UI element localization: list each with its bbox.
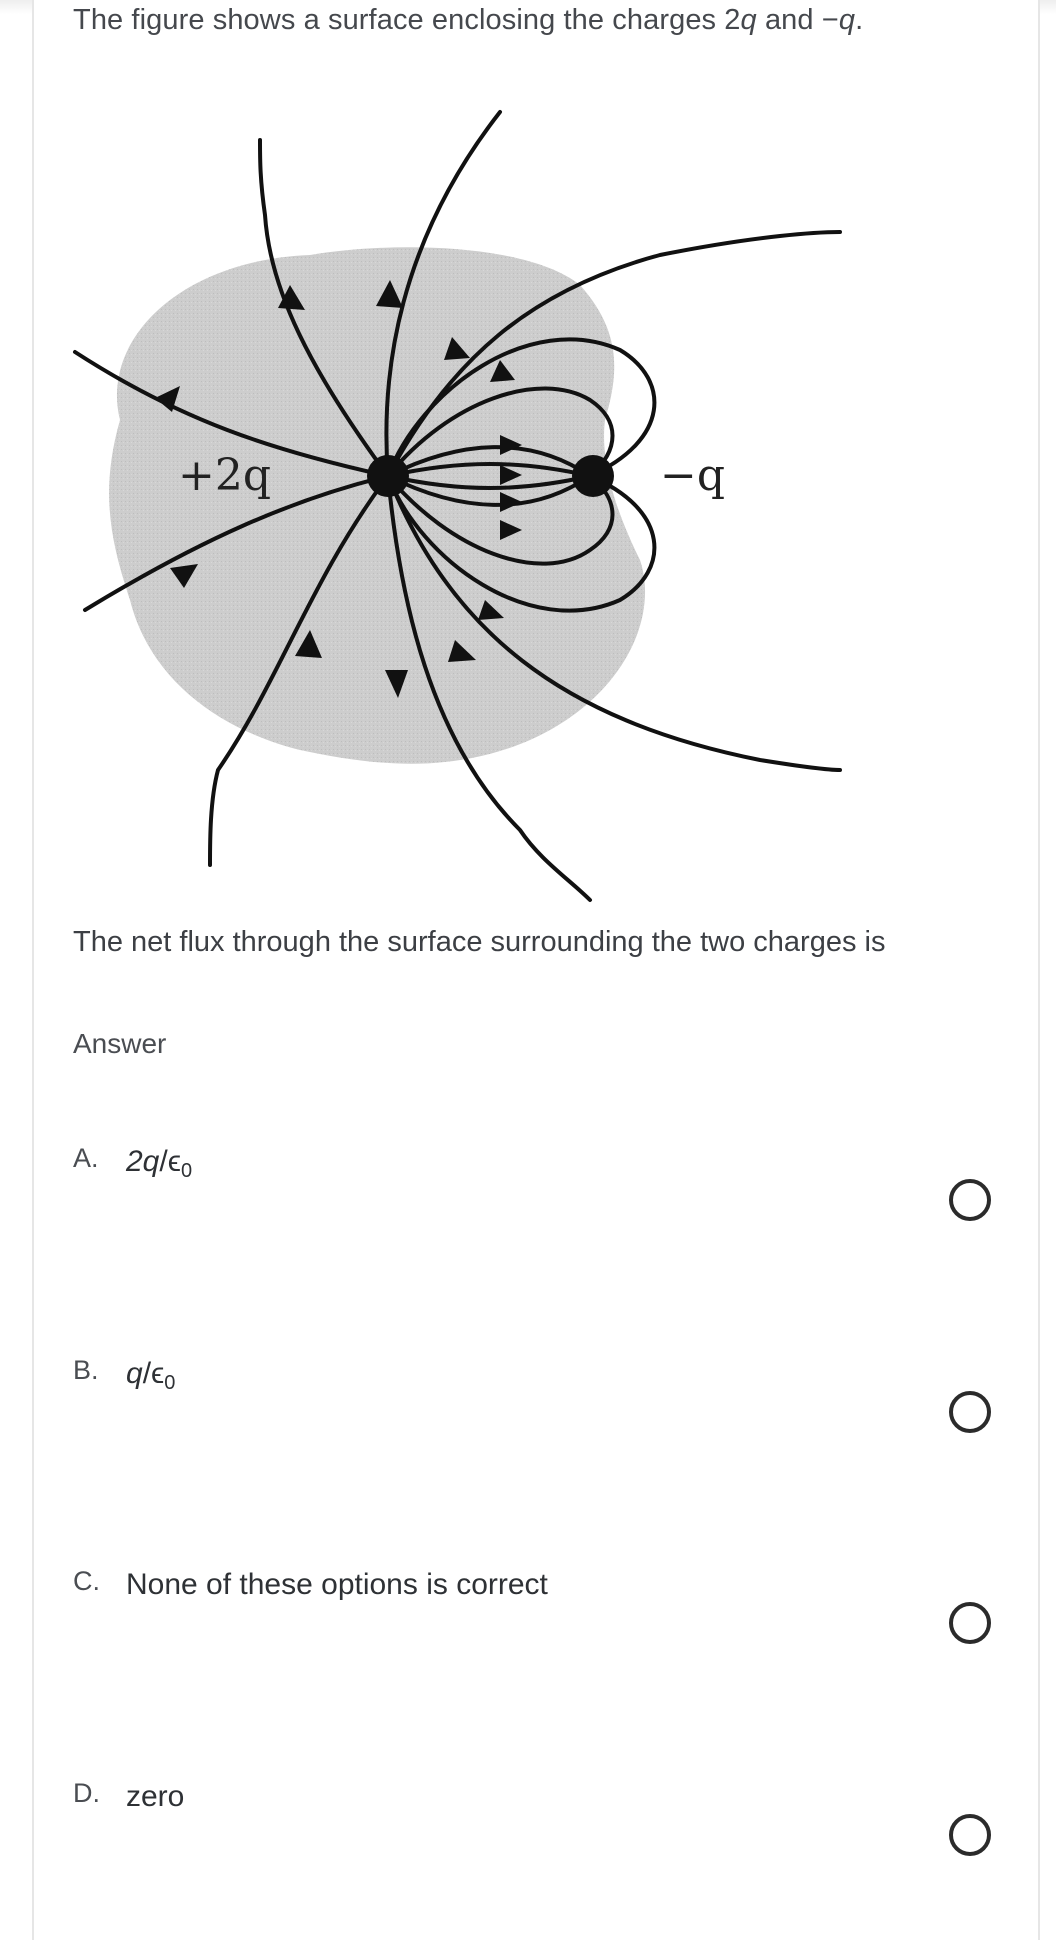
answer-label: Answer bbox=[73, 1028, 167, 1059]
gaussian-surface bbox=[109, 247, 645, 764]
option-a[interactable] bbox=[73, 1143, 1013, 1263]
positive-charge bbox=[367, 455, 409, 497]
option-b-letter: B. bbox=[73, 1355, 99, 1385]
option-d-radio[interactable] bbox=[949, 1814, 991, 1856]
option-a-letter: A. bbox=[73, 1143, 99, 1173]
negative-charge-label: −q bbox=[660, 450, 726, 501]
option-d-text: zero bbox=[126, 1780, 185, 1813]
negative-charge bbox=[572, 455, 614, 497]
option-d[interactable] bbox=[73, 1778, 1013, 1898]
positive-charge-label: +2q bbox=[178, 450, 272, 501]
field-lines-figure bbox=[60, 40, 860, 910]
option-c-letter: C. bbox=[73, 1566, 100, 1596]
option-d-letter: D. bbox=[73, 1778, 100, 1808]
option-a-radio[interactable] bbox=[949, 1179, 991, 1221]
option-c-radio[interactable] bbox=[949, 1602, 991, 1644]
option-b-radio[interactable] bbox=[949, 1391, 991, 1433]
option-c-text: None of these options is correct bbox=[126, 1568, 548, 1601]
option-a-text: $2q/\epsilon_0$ bbox=[126, 1145, 193, 1182]
option-c[interactable] bbox=[73, 1566, 1013, 1686]
question-intro: The figure shows a surface enclosing the charges 2q and −q. bbox=[73, 4, 864, 36]
option-b[interactable] bbox=[73, 1355, 1013, 1475]
option-b-text: $q/\epsilon_0$ bbox=[126, 1357, 176, 1394]
question-text: The net flux through the surface surrounding the two charges is bbox=[73, 926, 886, 958]
